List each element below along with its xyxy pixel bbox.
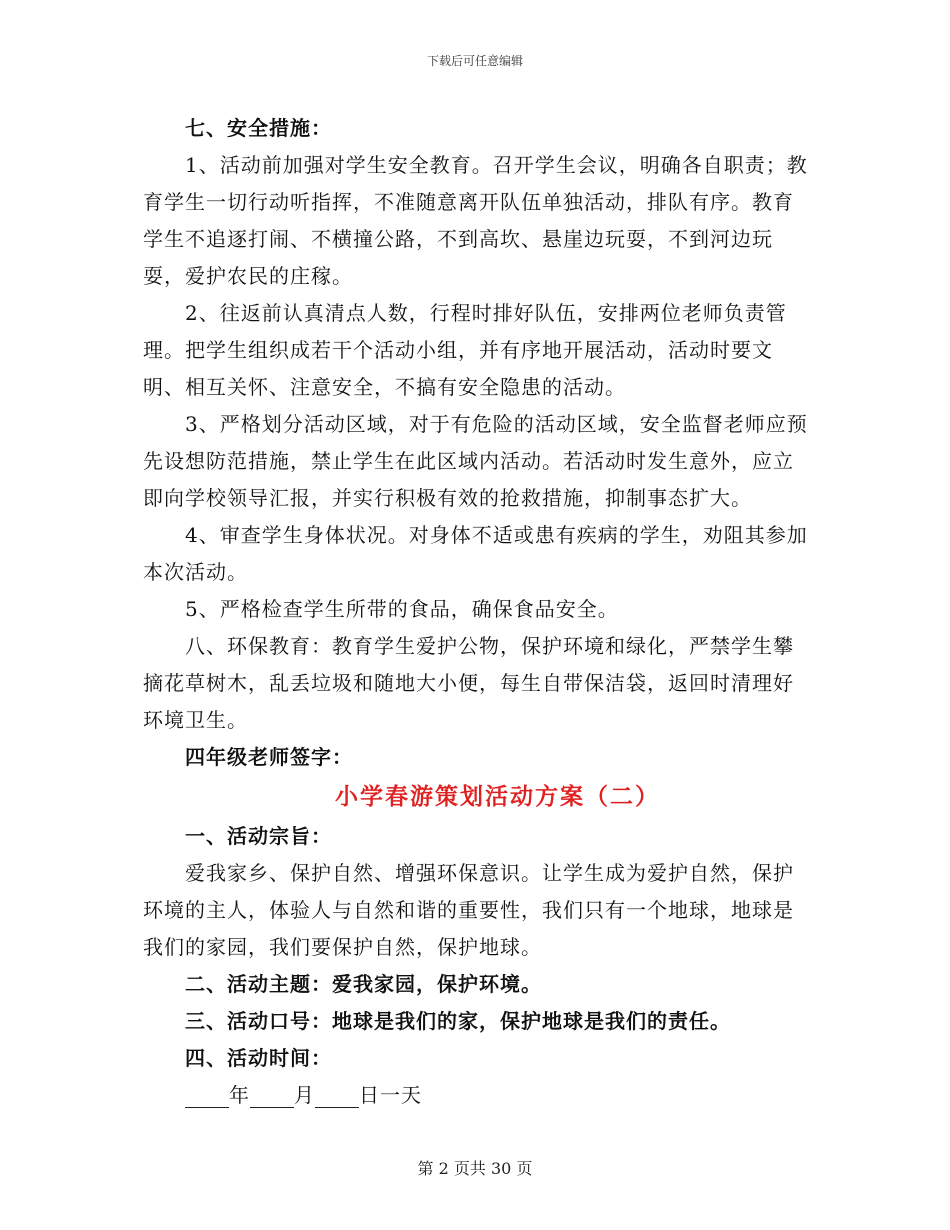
- year-blank: [185, 1087, 229, 1108]
- heading-activity-purpose: 一、活动宗旨：: [185, 824, 332, 848]
- paragraph-safety-3: 3、严格划分活动区域，对于有危险的活动区域，安全监督老师应预先设想防范措施，禁止学生在此区域内活动。若活动时发生意外，应立即向学校领导汇报，并实行积极有效的抢救措施，抑制事态扩大。: [143, 412, 808, 510]
- date-line: [143, 1077, 810, 1114]
- heading-activity-theme: 二、活动主题：爱我家园，保护环境。: [185, 972, 542, 996]
- section-title: 小学春游策划活动方案（二）: [335, 783, 660, 810]
- paragraph-environmental-education: 八、环保教育：教育学生爱护公物，保护环境和绿化，严禁学生攀摘花草树木，乱丢垃圾和随地大小便，每生自带保洁袋，返回时清理好环境卫生。: [143, 634, 794, 732]
- paragraph-safety-2: 2、往返前认真清点人数，行程时排好队伍，安排两位老师负责管理。把学生组织成若干个活动小组，并有序地开展活动，活动时要文明、相互关怀、注意安全，不搞有安全隐患的活动。: [143, 301, 787, 399]
- day-label: 日一天: [359, 1083, 422, 1107]
- teacher-signature-label: 四年级老师签字：: [185, 745, 353, 769]
- paragraph-activity-purpose: 爱我家乡、保护自然、增强环保意识。让学生成为爱护自然，保护环境的主人，体验人与自然和谐的重要性，我们只有一个地球，地球是我们的家园，我们要保护自然，保护地球。: [143, 861, 794, 959]
- heading-activity-time: 四、活动时间：: [185, 1046, 332, 1070]
- paragraph-safety-5: 5、严格检查学生所带的食品，确保食品安全。: [185, 597, 619, 621]
- heading-activity-slogan: 三、活动口号：地球是我们的家，保护地球是我们的责任。: [185, 1009, 731, 1033]
- document-body: [143, 110, 810, 1114]
- year-label: 年: [229, 1083, 250, 1107]
- month-label: 月: [294, 1083, 315, 1107]
- page-footer: 第 2 页共 30 页: [417, 1159, 533, 1178]
- paragraph-safety-1: 1、活动前加强对学生安全教育。召开学生会议，明确各自职责；教育学生一切行动听指挥，不准随意离开队伍单独活动，排队有序。教育学生不追逐打闹、不横撞公路，不到高坎、悬崖边玩耍，不到河边玩耍，爱护农民的庄稼。: [143, 153, 808, 288]
- paragraph-safety-4: 4、审查学生身体状况。对身体不适或患有疾病的学生，劝阻其参加本次活动。: [143, 523, 808, 584]
- page-header: 下载后可任意编辑: [426, 54, 523, 68]
- heading-safety-measures: 七、安全措施：: [185, 116, 332, 140]
- month-blank: [250, 1087, 294, 1108]
- day-blank: [315, 1087, 359, 1108]
